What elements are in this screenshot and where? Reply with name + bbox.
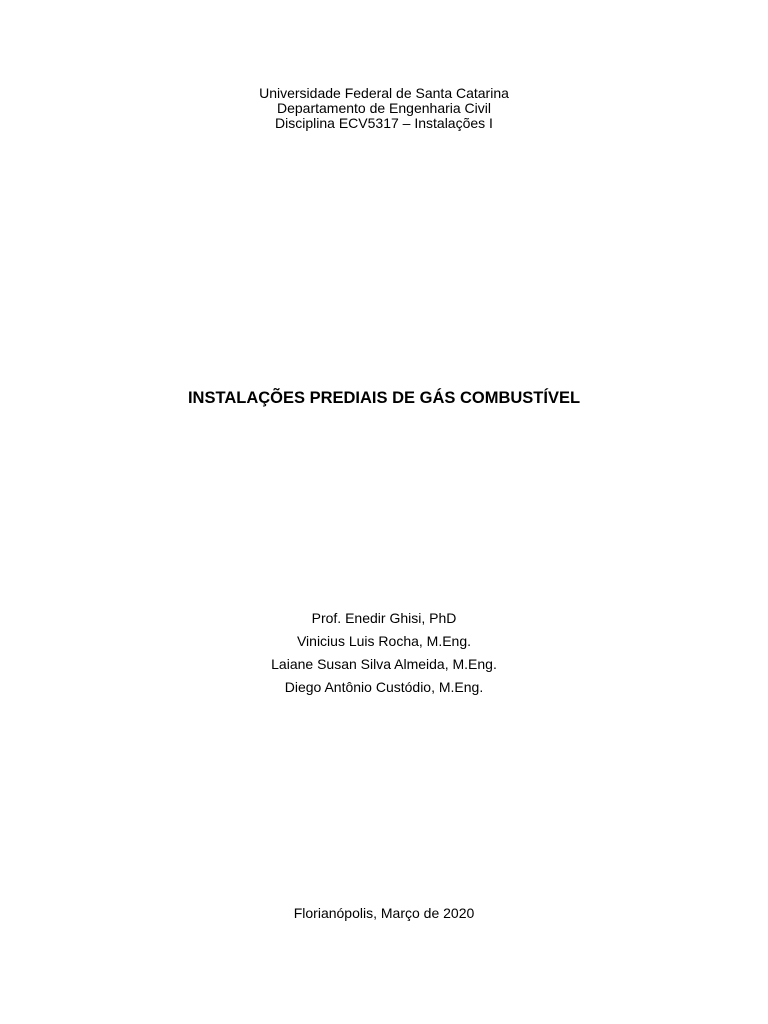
document-title: INSTALAÇÕES PREDIAIS DE GÁS COMBUSTÍVEL [187, 389, 581, 407]
place-and-date: Florianópolis, Março de 2020 [293, 905, 475, 921]
author-name: Vinicius Luis Rocha, M.Eng. [296, 633, 472, 649]
author-name: Laiane Susan Silva Almeida, M.Eng. [271, 656, 497, 672]
department-name: Departamento de Engenharia Civil [276, 100, 491, 116]
author-list [0, 610, 768, 702]
course-name: Disciplina ECV5317 – Instalações I [275, 115, 493, 131]
university-name: Universidade Federal de Santa Catarina [259, 85, 509, 101]
institution-header [0, 86, 768, 131]
author-name: Prof. Enedir Ghisi, PhD [311, 610, 457, 626]
author-name: Diego Antônio Custódio, M.Eng. [284, 679, 484, 695]
